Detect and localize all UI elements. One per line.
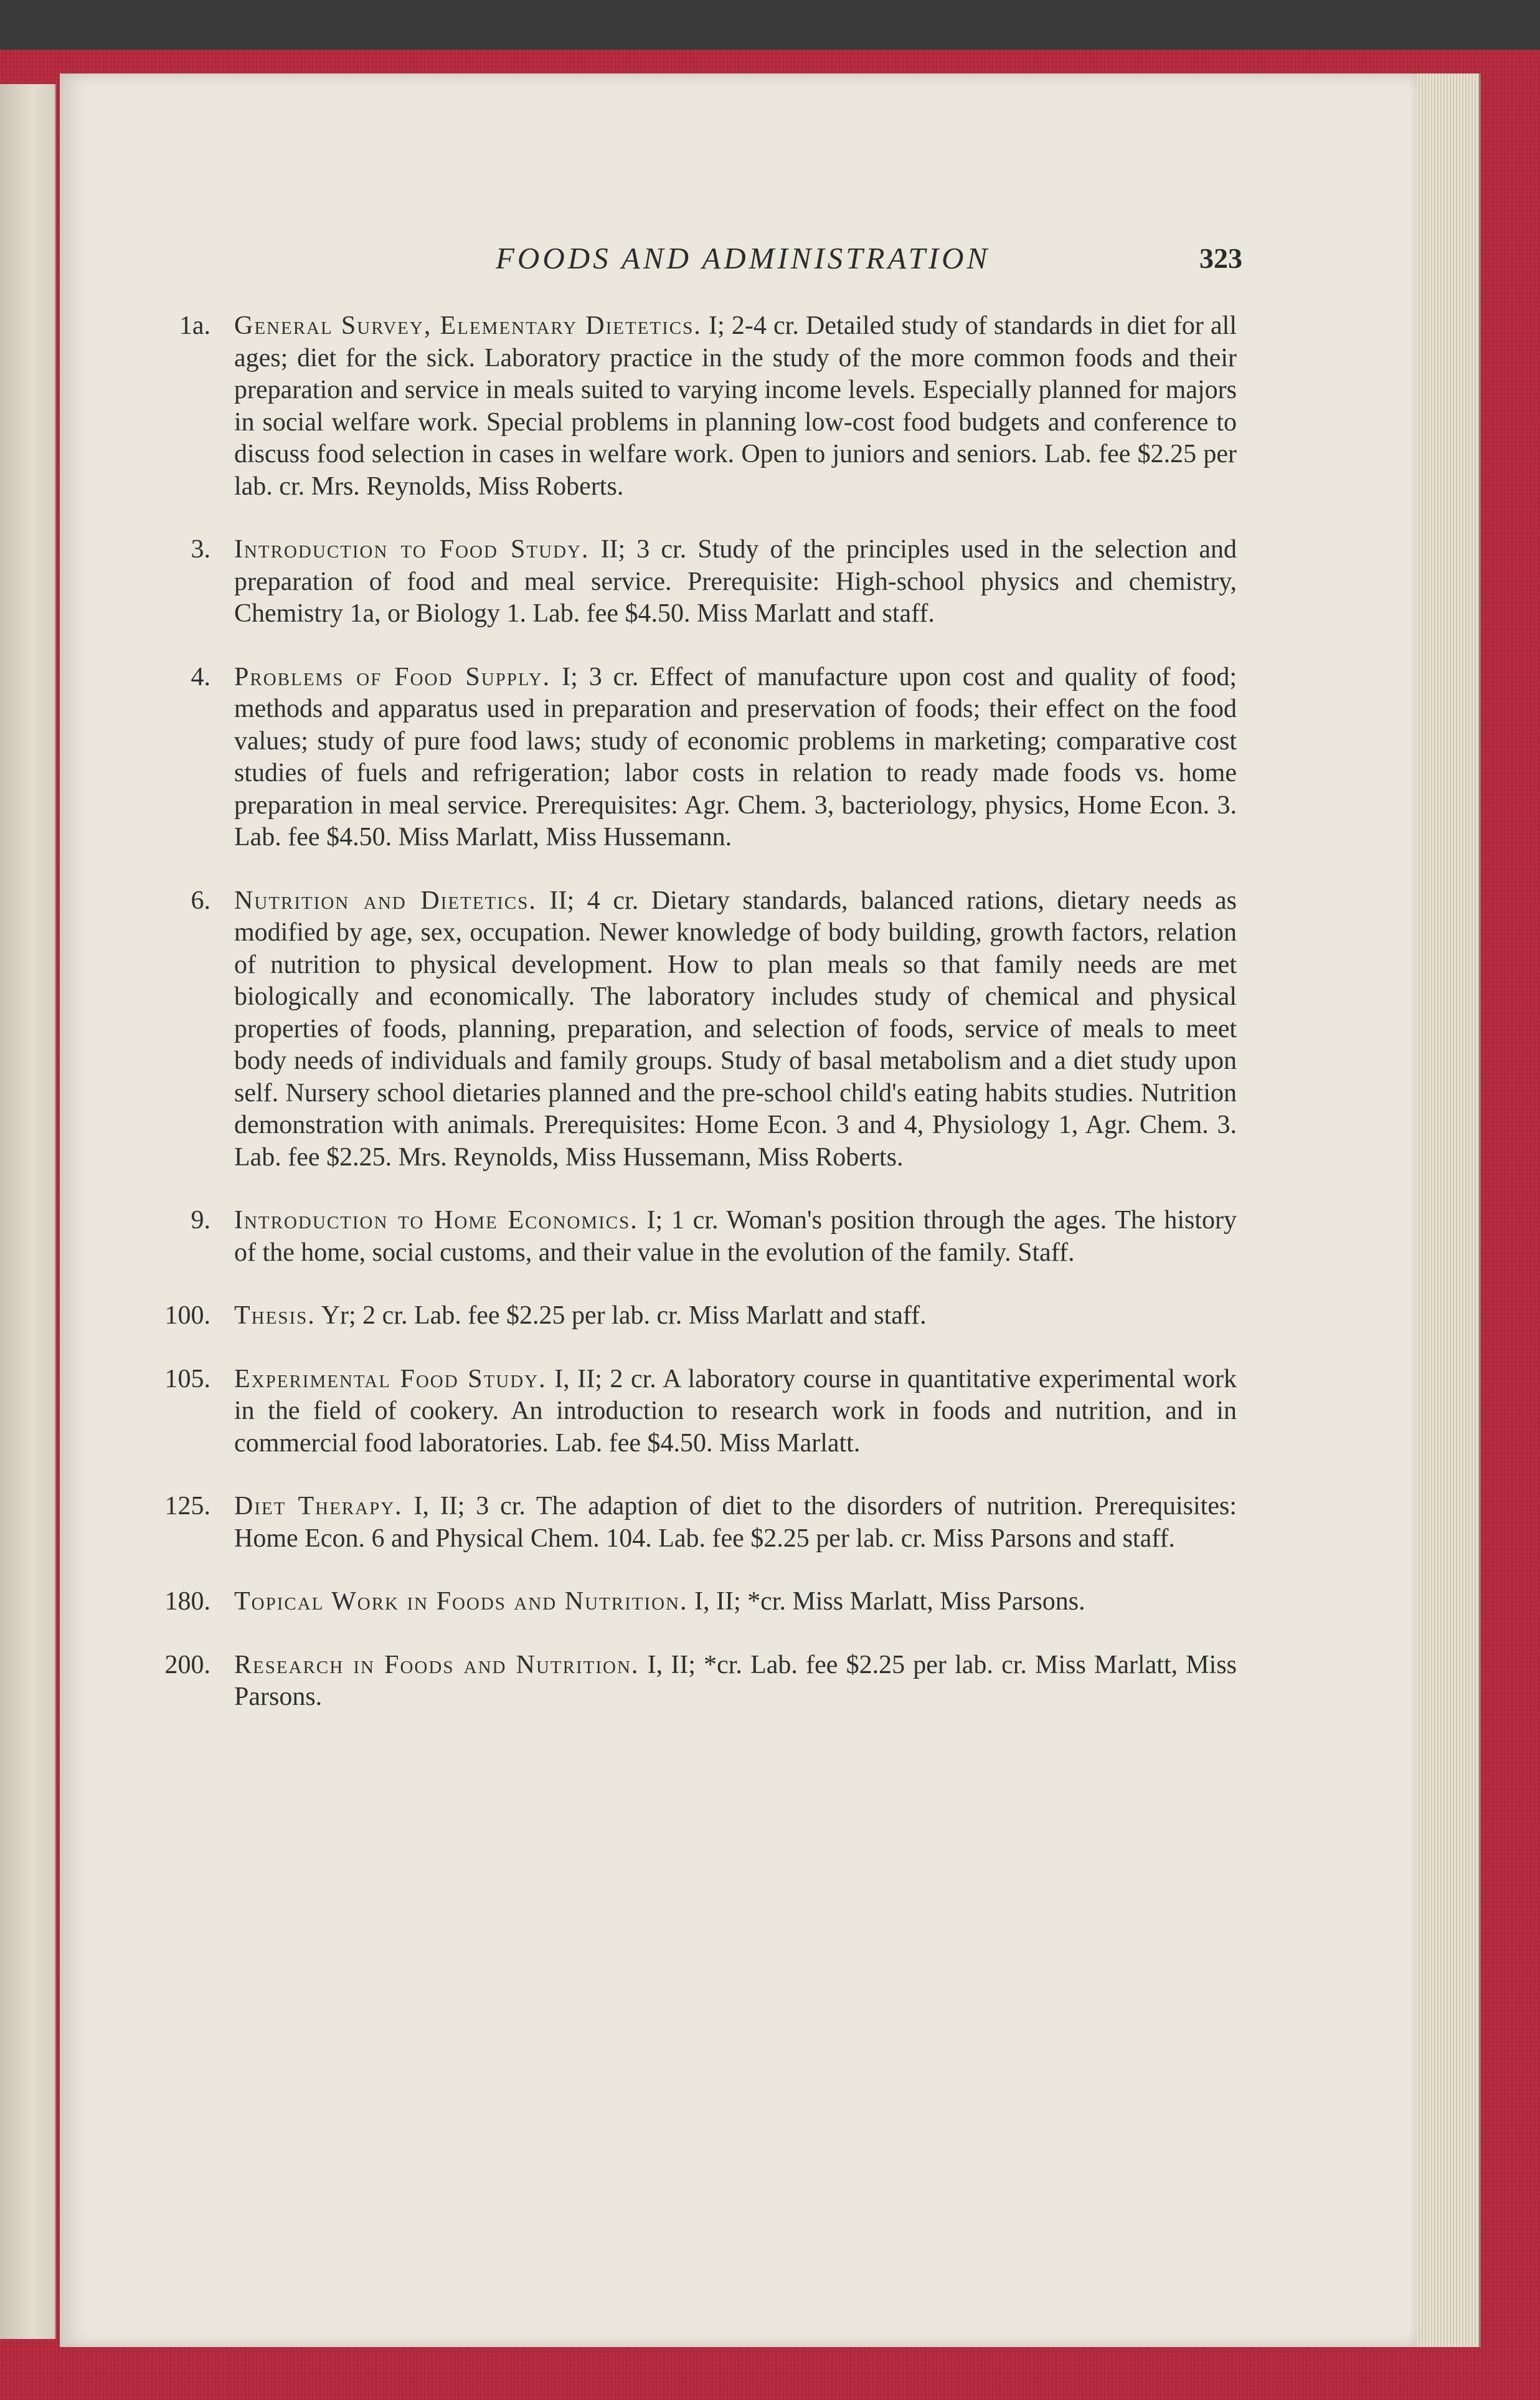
course-title: Research in Foods and Nutrition. (234, 1650, 640, 1679)
running-title: FOODS AND ADMINISTRATION (496, 241, 991, 275)
course-entry (141, 1300, 1237, 1332)
book-page (60, 74, 1417, 2347)
course-entry (141, 1649, 1237, 1714)
course-title: Nutrition and Dietetics. (234, 886, 537, 915)
course-title: Introduction to Home Economics. (234, 1206, 638, 1235)
facing-page-edge (0, 84, 56, 2339)
course-entry (141, 885, 1237, 1174)
course-number: 3. (191, 535, 210, 564)
course-title: Problems of Food Supply. (234, 662, 551, 691)
course-entry (141, 662, 1237, 854)
course-description: I; 3 cr. Effect of manufacture upon cost and quality of food; methods and apparatus used in preparation and preservation of foods; their effect on the food values; study of pure food laws; study of economic problems in marketing; comparative cost studies of fuels and refrigeration; labor costs in relation to ready made foods vs. home preparation in meal service. Prerequisites: Agr. Chem. 3, bacteriology, physics, Home Econ. 3. Lab. fee $4.50. Miss Marlatt, Miss Hussemann. (234, 662, 1237, 851)
course-entry (141, 1586, 1237, 1618)
course-description: I, II; 2 cr. A laboratory course in quantitative experimental work in the field of cookery. An introduction to research work in foods and nutrition, and in commercial food laboratories. Lab. fee $4.50. Miss Marlatt. (234, 1364, 1237, 1458)
page-number: 323 (1199, 242, 1242, 274)
course-number: 4. (191, 662, 210, 691)
course-number: 200. (164, 1650, 210, 1679)
course-number: 100. (164, 1301, 210, 1330)
course-title: Introduction to Food Study. (234, 535, 590, 564)
course-description: II; 4 cr. Dietary standards, balanced rations, dietary needs as modified by age, sex, occupation. Newer knowledge of body building, growth factors, relation of nutrition to physical development. How to plan meals so that family needs are met biologically and economically. The laboratory includes study of chemical and physical properties of foods, planning, preparation, and selection of foods, service of meals to meet body needs of individuals and family groups. Study of basal metabolism and a diet study upon self. Nursery school dietaries planned and the pre-school child's eating habits studies. Nutrition demonstration with animals. Prerequisites: Home Econ. 3 and 4, Physiology 1, Agr. Chem. 3. Lab. fee $2.25. Mrs. Reynolds, Miss Hussemann, Miss Roberts. (234, 886, 1237, 1172)
course-description: II; 3 cr. Study of the principles used in the selection and preparation of food and meal service. Prerequisite: High-school physics and chemistry, Chemistry 1a, or Biology 1. Lab. fee $4.50. Miss Marlatt and staff. (234, 535, 1237, 628)
course-title: Topical Work in Foods and Nutrition. (234, 1587, 688, 1616)
page-edges (1414, 74, 1481, 2347)
course-description: I, II; 3 cr. The adaption of diet to the disorders of nutrition. Prerequisites: Home Econ. 6 and Physical Chem. 104. Lab. fee $2.25 per lab. cr. Miss Parsons and staff. (234, 1492, 1237, 1553)
course-title: Experimental Food Study. (234, 1364, 547, 1393)
course-list (141, 310, 1237, 1745)
course-entry (141, 1364, 1237, 1460)
course-title: Diet Therapy. (234, 1492, 403, 1520)
course-entry (141, 1491, 1237, 1555)
course-entry (141, 310, 1237, 503)
course-number: 105. (164, 1364, 210, 1393)
course-entry (141, 534, 1237, 630)
course-description: I; 1 cr. Woman's position through the ages. The history of the home, social customs, and their value in the evolution of the family. Staff. (234, 1206, 1237, 1267)
course-number: 125. (164, 1492, 210, 1520)
course-description: Yr; 2 cr. Lab. fee $2.25 per lab. cr. Miss Marlatt and staff. (321, 1301, 927, 1330)
course-entry (141, 1205, 1237, 1269)
course-number: 6. (191, 886, 210, 915)
course-title: Thesis. (234, 1301, 316, 1330)
course-description: I, II; *cr. Lab. fee $2.25 per lab. cr. Miss Marlatt, Miss Parsons. (234, 1650, 1237, 1711)
course-title: General Survey, Elementary Dietetics. (234, 311, 702, 340)
course-number: 180. (164, 1587, 210, 1616)
course-description: I, II; *cr. Miss Marlatt, Miss Parsons. (694, 1587, 1085, 1616)
course-number: 1a. (179, 311, 210, 340)
course-number: 9. (191, 1206, 210, 1235)
course-description: I; 2-4 cr. Detailed study of standards in diet for all ages; diet for the sick. Laboratory practice in the study of the more common foods and their preparation and service in meals suited to varying income levels. Especially planned for majors in social welfare work. Special problems in planning low-cost food budgets and conference to discuss food selection in cases in welfare work. Open to juniors and seniors. Lab. fee $2.25 per lab. cr. Mrs. Reynolds, Miss Roberts. (234, 311, 1237, 501)
page-header (60, 240, 1417, 296)
